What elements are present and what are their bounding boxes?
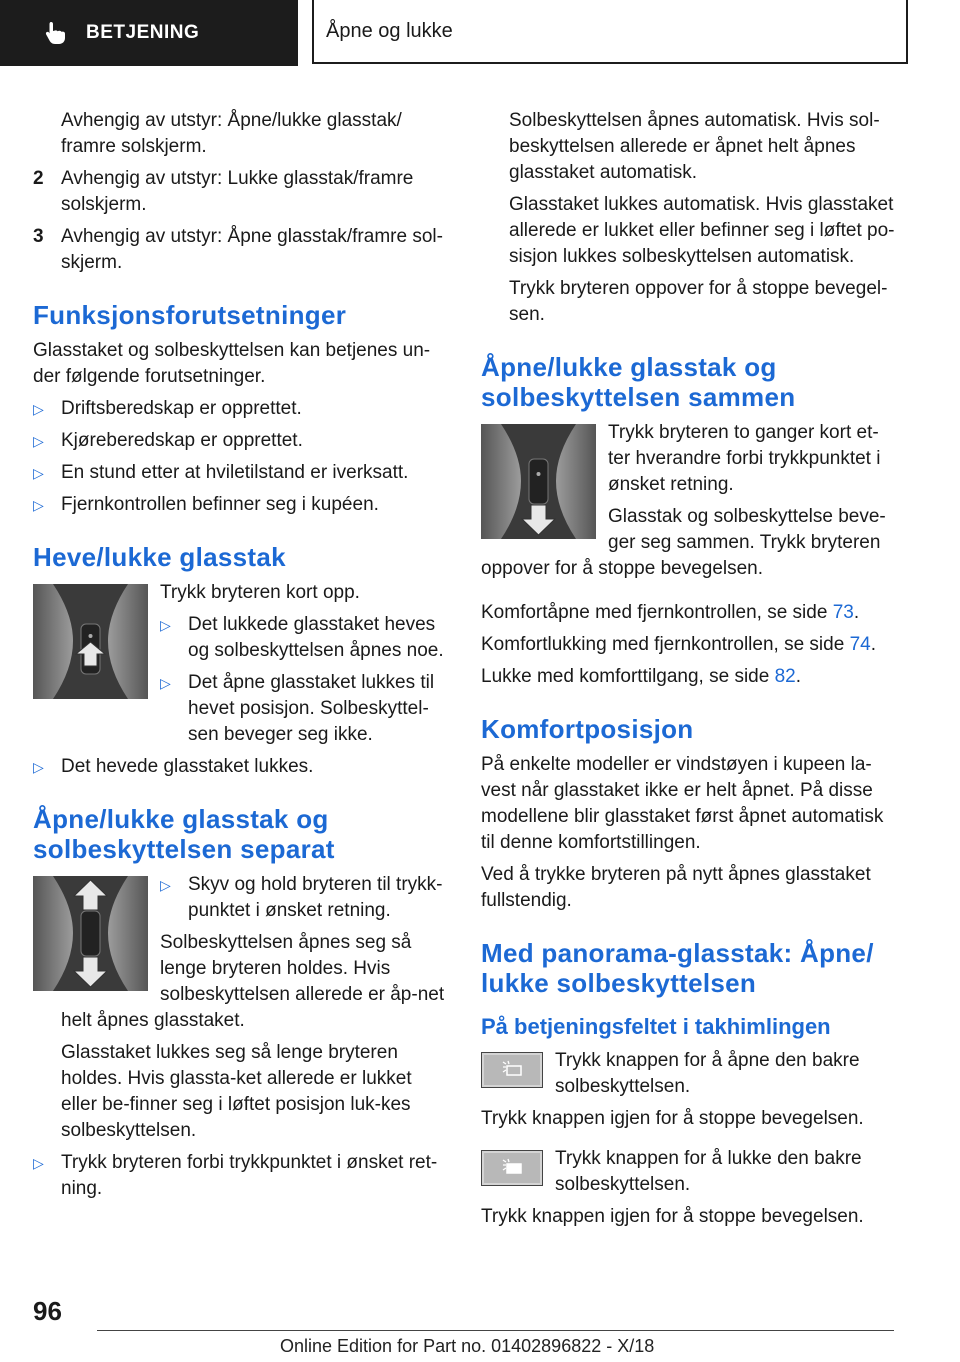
hand-icon: [42, 20, 68, 46]
bullet-item: [33, 754, 448, 780]
image-text-block: [33, 580, 448, 754]
bullet-triangle-icon: ▷: [160, 675, 171, 691]
paragraph: Trykk bryteren to ganger kort et-ter hverandre forbi trykkpunktet i ønsket retning.: [608, 422, 881, 495]
chapter-title: Åpne og lukke: [326, 20, 453, 42]
right-column: [481, 108, 896, 1236]
bullet-text: Det lukkede glasstaket heves og solbeskyttelsen åpnes noe.: [188, 614, 444, 661]
chapter-tab[interactable]: [312, 0, 908, 64]
bullet-triangle-icon: ▷: [160, 617, 171, 633]
image-text-block: [33, 872, 448, 1150]
heading-heve-lukke-glasstak: Heve/lukke glasstak: [33, 542, 286, 572]
image-text-block: [481, 1146, 896, 1204]
paragraph: Trykk knappen for å lukke den bakre solbeskyttelsen.: [555, 1148, 862, 1195]
sunblind-button-icon: [481, 1150, 543, 1186]
bullet-triangle-icon: ▷: [33, 465, 44, 481]
cross-reference: Komfortlukking med fjernkontrollen, se side 74.: [481, 634, 876, 655]
item-number: 3: [33, 226, 44, 247]
paragraph: Glasstaket lukkes seg så lenge bryteren holdes. Hvis glassta-ket allerede er lukket eller be-finner seg i løftet posisjon luk-kes solbeskyttelsen.: [61, 1042, 412, 1141]
left-column: [33, 108, 448, 1208]
sunblind-button-icon: [481, 1052, 543, 1088]
bullet-item: [160, 872, 448, 924]
bullet-text: Skyv og hold bryteren til trykk-punktet i ønsket retning.: [188, 874, 443, 921]
paragraph: Trykk bryteren oppover for å stoppe bevegel-sen.: [509, 278, 888, 325]
bullet-text: En stund etter at hviletilstand er iverksatt.: [61, 462, 409, 483]
cross-reference: Komfortåpne med fjernkontrollen, se side 73.: [481, 602, 860, 623]
reference-text: Komfortlukking med fjernkontrollen, se side: [481, 634, 850, 655]
heading-funksjonsforutsetninger: Funksjonsforutsetninger: [33, 300, 347, 330]
heading-panorama-glasstak: Med panorama-glasstak: Åpne/ lukke solbeskyttelsen: [481, 938, 874, 998]
switch-up-down-icon: [33, 876, 148, 991]
paragraph: Ved å trykke bryteren på nytt åpnes glasstaket fullstendig.: [481, 864, 871, 911]
switch-up-icon: [33, 584, 148, 699]
continued-item-text: Avhengig av utstyr: Åpne/lukke glasstak/ framre solskjerm.: [61, 110, 402, 157]
bullet-text: Det åpne glasstaket lukkes til hevet posisjon. Solbeskyttel-sen beveger seg ikke.: [188, 672, 435, 745]
bullet-item: [33, 1150, 448, 1202]
footer-divider: [97, 1330, 894, 1331]
section-title: BETJENING: [86, 22, 200, 43]
heading-apne-lukke-sammen: Åpne/lukke glasstak og solbeskyttelsen sammen: [481, 352, 796, 412]
heading-komfortposisjon: Komfortposisjon: [481, 714, 694, 744]
bullet-triangle-icon: ▷: [33, 759, 44, 775]
section-tab[interactable]: [0, 0, 298, 66]
bullet-text: Kjøreberedskap er opprettet.: [61, 430, 303, 451]
reference-text: Lukke med komforttilgang, se side: [481, 666, 775, 687]
heading-apne-lukke-separat: Åpne/lukke glasstak og solbeskyttelsen separat: [33, 804, 335, 864]
page-link[interactable]: 82: [774, 666, 796, 687]
bullet-item: [33, 396, 448, 422]
bullet-item: [33, 428, 448, 454]
paragraph: Trykk knappen igjen for å stoppe bevegelsen.: [481, 1206, 864, 1227]
paragraph: Trykk knappen for å åpne den bakre solbeskyttelsen.: [555, 1050, 860, 1097]
bullet-text: Fjernkontrollen befinner seg i kupéen.: [61, 494, 379, 515]
switch-double-press-icon: [481, 424, 596, 539]
paragraph: Trykk knappen igjen for å stoppe bevegelsen.: [481, 1108, 864, 1129]
bullet-text: Trykk bryteren forbi trykkpunktet i ønsket ret-ning.: [61, 1152, 438, 1199]
paragraph: Solbeskyttelsen åpnes seg så lenge bryteren holdes. Hvis solbeskyttelsen allerede er åp-net helt åpnes glasstaket.: [61, 932, 445, 1031]
reference-text: Komfortåpne med fjernkontrollen, se side: [481, 602, 833, 623]
bullet-item: [33, 492, 448, 518]
page-header: [0, 0, 960, 66]
item-text: Avhengig av utstyr: Lukke glasstak/framre solskjerm.: [61, 168, 414, 215]
image-text-block: [481, 420, 896, 588]
bullet-triangle-icon: ▷: [33, 497, 44, 513]
bullet-item: [33, 460, 448, 486]
edition-text: Online Edition for Part no. 01402896822 - X/18: [280, 1336, 655, 1356]
image-text-block: [481, 1048, 896, 1106]
bullet-triangle-icon: ▷: [160, 877, 171, 893]
bullet-item: [160, 670, 448, 748]
bullet-triangle-icon: ▷: [33, 433, 44, 449]
item-number: 2: [33, 168, 44, 189]
numbered-item: [33, 166, 448, 218]
paragraph: Glasstak og solbeskyttelse beve-ger seg sammen. Trykk bryteren oppover for å stoppe bevegelsen.: [481, 506, 886, 579]
paragraph: På enkelte modeller er vindstøyen i kupeen la-vest når glasstaket ikke er helt åpnet. På disse modellene blir glasstaket først åpnet automatisk til denne komfortstillingen.: [481, 754, 884, 853]
paragraph: Glasstaket lukkes automatisk. Hvis glasstaket allerede er lukket eller befinner seg i løftet po-sisjon lukkes solbeskyttelsen automatisk.: [509, 194, 895, 267]
item-text: Avhengig av utstyr: Åpne glasstak/framre sol-skjerm.: [61, 226, 443, 273]
bullet-text: Driftsberedskap er opprettet.: [61, 398, 302, 419]
bullet-triangle-icon: ▷: [33, 1155, 44, 1171]
numbered-item: [33, 224, 448, 276]
subheading-betjeningsfeltet: På betjeningsfeltet i takhimlingen: [481, 1014, 831, 1039]
paragraph: Glasstaket og solbeskyttelsen kan betjenes un-der følgende forutsetninger.: [33, 340, 431, 387]
bullet-item: [160, 612, 448, 664]
paragraph: Trykk bryteren kort opp.: [160, 582, 360, 603]
bullet-text: Det hevede glasstaket lukkes.: [61, 756, 314, 777]
page-number: 96: [33, 1296, 62, 1326]
bullet-triangle-icon: ▷: [33, 401, 44, 417]
page-link[interactable]: 73: [832, 602, 854, 623]
paragraph: Solbeskyttelsen åpnes automatisk. Hvis sol-beskyttelsen allerede er åpnet helt åpnes glasstaket automatisk.: [509, 110, 880, 183]
cross-reference: Lukke med komforttilgang, se side 82.: [481, 666, 802, 687]
page-link[interactable]: 74: [849, 634, 871, 655]
